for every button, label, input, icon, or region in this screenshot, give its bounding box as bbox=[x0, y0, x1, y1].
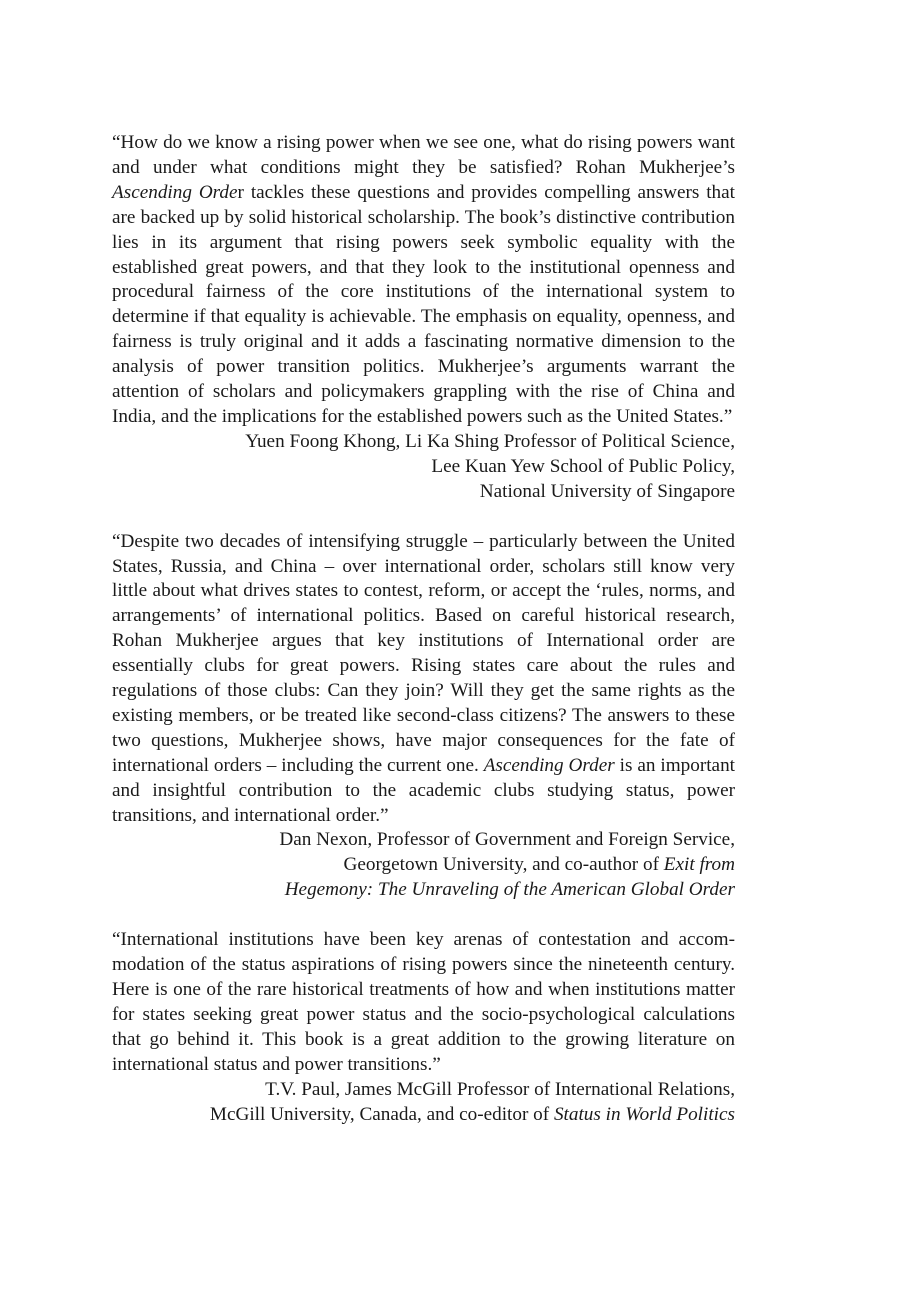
endorsement-quote bbox=[112, 928, 735, 1077]
endorsement-quote bbox=[112, 131, 735, 430]
attribution-line: National University of Singapore bbox=[479, 480, 735, 502]
endorsement-blurb bbox=[112, 530, 735, 904]
endorsement-attribution bbox=[112, 828, 735, 903]
quote-text: “Despite two decades of intensifying struggle – particularly between the United States, Russia, and China – over international order, scholars still know very little about what drives states to contest, reform, or accept the ‘rules, norms, and arrangements’ of international politics. Based on careful historical research, Rohan Mukherjee argues that key institutions of International order are essentially clubs for great powers. Rising states care about the rules and regulations of those clubs: Can they join? Will they get the same rights as the existing members, or be treated like second-class citizens? The answers to these two questions, Mukherjee shows, have major consequences for the fate of international orders – including the current one. bbox=[112, 530, 735, 776]
endorsement-blurb bbox=[112, 131, 735, 505]
endorsement-attribution bbox=[112, 430, 735, 505]
blurb-spacer bbox=[112, 903, 735, 928]
book-title-italic: Ascending Orde bbox=[112, 181, 238, 203]
attribution-line: T.V. Paul, James McGill Professor of International Relations, bbox=[265, 1078, 735, 1100]
blurb-spacer bbox=[112, 505, 735, 530]
attribution-line: Dan Nexon, Professor of Government and Foreign Service, bbox=[279, 829, 735, 851]
book-title-italic: Exit from bbox=[663, 854, 735, 876]
attribution-line: Georgetown University, and co-author of Exit from bbox=[343, 854, 735, 876]
endorsements-page bbox=[112, 131, 735, 1127]
book-title-italic: Hegemony: The Unraveling of the American Global Order bbox=[284, 879, 735, 901]
attribution-line: Yuen Foong Khong, Li Ka Shing Professor of Political Science, bbox=[245, 430, 735, 452]
attribution-line: McGill University, Canada, and co-editor of Status in World Politics bbox=[209, 1103, 735, 1125]
endorsement-attribution bbox=[112, 1078, 735, 1128]
book-title-italic: Status in World Politics bbox=[553, 1103, 735, 1125]
quote-text: is an important and insightful contribution to the academic clubs studying status, power transitions, and international order.” bbox=[112, 754, 735, 826]
quote-text: “International institutions have been key arenas of contestation and accommodation of the status aspirations of rising powers since the nineteenth century. Here is one of the rare historical treatments of how and when institutions matter for states seeking great power status and the socio-psychological calculations that go behind it. This book is a great addition to the growing literature on international status and power transitions.” bbox=[112, 929, 735, 1075]
quote-text: r tackles these questions and provides compelling answers that are backed up by solid historical scholarship. The book’s distinctive contribution lies in its argument that rising powers seek symbolic equality with the established great powers, and that they look to the institutional openness and procedural fairness of the core institutions of the international system to determine if that equality is achievable. The emphasis on equality, openness, and fairness is truly original and it adds a fascinating normative dimension to the analysis of power transition politics. Mukherjee’s arguments warrant the attention of scholars and policymakers grappling with the rise of China and India, and the implications for the established powers such as the United States.” bbox=[112, 181, 735, 427]
endorsement-quote bbox=[112, 530, 735, 829]
quote-text: “How do we know a rising power when we see one, what do rising powers want and under what conditions might they be satisfied? Rohan Mukherjee’s bbox=[112, 132, 735, 178]
book-title-italic: Ascending Order bbox=[483, 754, 615, 776]
attribution-line bbox=[112, 878, 735, 903]
attribution-line: Lee Kuan Yew School of Public Policy, bbox=[431, 455, 735, 477]
endorsement-blurb bbox=[112, 928, 735, 1127]
